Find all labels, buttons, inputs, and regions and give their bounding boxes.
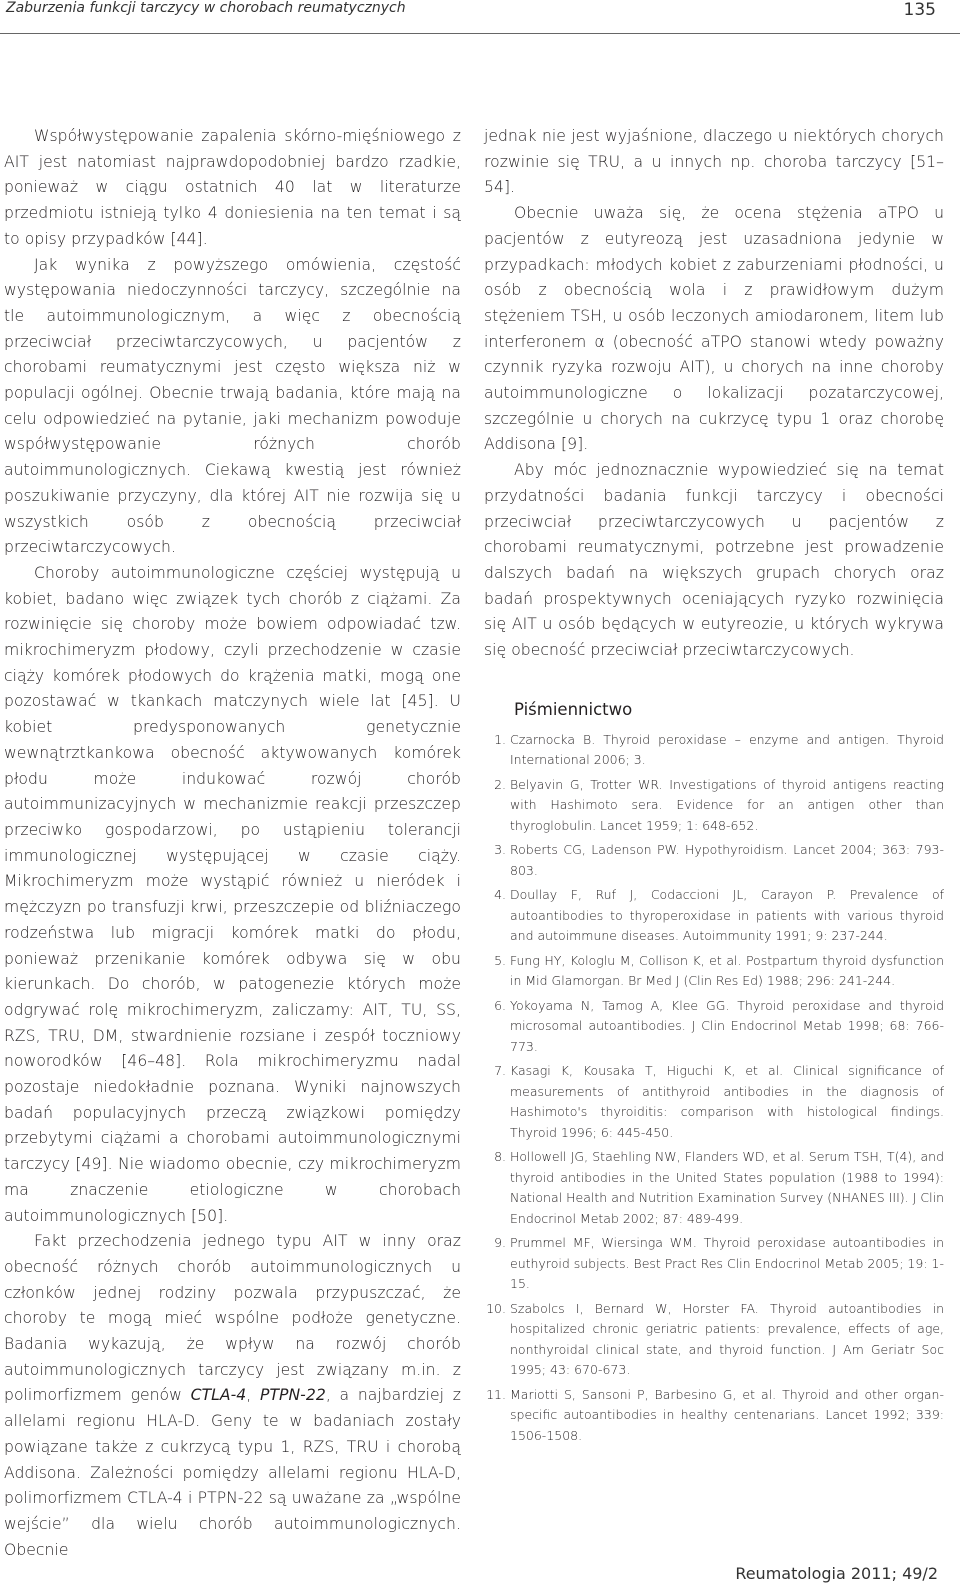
reference-item bbox=[484, 730, 944, 771]
gene-name: CTLA-4 bbox=[190, 1386, 247, 1405]
reference-text: Belyavin G, Trotter WR. Investigations of thyroid antigens reacting with Hashimoto sera. Evidence for an antigen other than thyroglobulin. Lancet 1959; 1: 648-652. bbox=[510, 776, 944, 833]
reference-number: 8. bbox=[494, 1149, 506, 1165]
reference-number: 1. bbox=[494, 731, 506, 747]
body-paragraph: Aby móc jednoznacznie wypowiedzieć się na temat przydatności badania funkcji tarczycy i obecności przeciwciał przeciwtarczycowych u pacjentów z chorobami reumatycznymi, potrzebne jest prowadzenie dalszych badań na większych grupach chorych oraz badań prospektywnych oceniających ryzyko rozwinięcia się AIT u osób będących w eutyreozie, u których wykrywa się obecność przeciwciał przeciwtarczycowych. bbox=[484, 461, 944, 660]
references-list bbox=[484, 730, 944, 1447]
page-number: 135 bbox=[903, 0, 936, 20]
reference-number: 11. bbox=[486, 1386, 506, 1402]
reference-text: Yokoyama N, Tamog A, Klee GG. Thyroid peroxidase and thyroid microsomal autoantibodies. J Clin Endocrinol Metab 1998; 68: 766-773. bbox=[510, 997, 944, 1054]
reference-item bbox=[484, 885, 944, 947]
reference-text: Fung HY, Kologlu M, Collison K, et al. Postpartum thyroid dysfunction in Mid Glamorgan. Br Med J (Clin Res Ed) 1988; 296: 241-244. bbox=[510, 952, 944, 989]
reference-item bbox=[484, 840, 944, 881]
reference-text: Mariotti S, Sansoni P, Barbesino G, et al. Thyroid and other organ-specific autoantibodies in healthy centenarians. Lancet 1992; 339: 1506-1508. bbox=[510, 1386, 944, 1443]
reference-number: 5. bbox=[494, 952, 506, 968]
reference-text: Czarnocka B. Thyroid peroxidase – enzyme and antigen. Thyroid International 2006; 3. bbox=[510, 731, 944, 768]
paragraph-text: , a najbardziej z allelami regionu HLA-D. Geny te w badaniach zostały powiązane także z cukrzycą typu 1, RZS, TRU i chorobą Addisona. Zależności pomiędzy allelami regionu HLA-D, polimorfizmem CTLA-4 i PTPN-22 są uważane za „wspólne wejście” dla wielu chorób autoimmunologicznych. Obecnie bbox=[4, 1386, 461, 1559]
references-heading: Piśmiennictwo bbox=[514, 699, 633, 719]
reference-number: 7. bbox=[494, 1063, 506, 1079]
reference-text: Hollowell JG, Staehling NW, Flanders WD, et al. Serum TSH, T(4), and thyroid antibodies in the United States population (1988 to 1994): National Health and Nutrition Examination Survey (NHANES III). J Clin Endocrinol Metab 2002; 87: 489-499. bbox=[510, 1149, 944, 1226]
reference-text: Roberts CG, Ladenson PW. Hypothyroidism. Lancet 2004; 363: 793-803. bbox=[510, 842, 944, 878]
reference-item bbox=[484, 951, 944, 992]
reference-text: Kasagi K, Kousaka T, Higuchi K, et al. Clinical significance of measurements of antithyroid antibodies in the diagnosis of Hashimoto's thyroiditis: comparison with histological findings. Thyroid 1996; 6: 445-450. bbox=[510, 1063, 944, 1140]
header-rule bbox=[0, 33, 960, 34]
reference-item bbox=[484, 775, 944, 837]
reference-number: 9. bbox=[494, 1235, 506, 1251]
body-paragraph: Obecnie uważa się, że ocena stężenia aTPO u pacjentów z eutyreozą jest uzasadniona jedynie w przypadkach: młodych kobiet z zaburzeniami płodności, u osób z obecnością wola i z prawidłowym dużym stężeniem TSH, u osób leczonych amiodaronem, litem lub interferonem α (obecność aTPO stanowi wtedy poważny czynnik ryzyka rozwoju AIT), u chorych na inne choroby autoimmunologiczne o lokalizacji pozatarczycowej, szczególnie u chorych na cukrzycę typu 1 oraz chorobę Addisona [9]. bbox=[484, 204, 944, 454]
body-paragraph: Choroby autoimmunologiczne częściej występują u kobiet, badano więc związek tych chorób z ciążami. Za rozwinięcie się choroby może bowiem odpowiadać tzw. mikrochimeryzm płodowy, czyli przechodzenie w czasie ciąży komórek płodowych do krążenia matki, mogą one pozostawać w tkankach matczynych wiele lat [45]. U kobiet predysponowanych genetycznie wewnątrztkankowa obecność aktywowanych komórek płodu może indukować rozwój chorób autoimmunizacyjnych w mechanizmie reakcji przeszczep przeciwko gospodarzowi, po ustąpieniu tolerancji immunologicznej występującej w czasie ciąży. Mikrochimeryzm może wystąpić również u nieródek i mężczyzn po transfuzji krwi, przeszczepie od bliźniaczego rodzeństwa lub migracji komórek matki do płodu, ponieważ przenikanie komórek odbywa się w obu kierunkach. Do chorób, w patogenezie których może odgrywać rolę mikrochimeryzm, zaliczamy: AIT, TU, SS, RZS, TRU, DM, stwardnienie rozsiane i zespół toczniowy noworodków [46–48]. Rola mikrochimeryzmu nadal pozostaje niedokładnie poznana. Wyniki najnowszych badań populacyjnych przeczą związkowi pomiędzy przebytymi ciążami a chorobami autoimmunologicznymi tarczycy [49]. Nie wiadomo obecnie, czy mikrochimeryzm ma znaczenie etiologiczne w chorobach autoimmunologicznych [50]. bbox=[4, 563, 461, 1225]
running-title: Zaburzenia funkcji tarczycy w chorobach reumatycznych bbox=[6, 0, 406, 16]
reference-item bbox=[484, 996, 944, 1058]
body-paragraph: jednak nie jest wyjaśnione, dlaczego u niektórych chorych rozwinie się TRU, a u innych np. choroba tarczycy [51–54]. bbox=[484, 127, 944, 197]
gene-name: PTPN-22 bbox=[259, 1386, 326, 1405]
reference-item bbox=[484, 1061, 944, 1143]
reference-number: 2. bbox=[494, 776, 506, 792]
reference-number: 4. bbox=[494, 887, 506, 903]
right-column bbox=[484, 124, 944, 1450]
reference-text: Doullay F, Ruf J, Codaccioni JL, Carayon P. Prevalence of autoantibodies to thyroperoxidase in patients with various thyroid and autoimmune diseases. Autoimmunity 1991; 9: 237-244. bbox=[510, 887, 944, 944]
reference-text: Szabolcs I, Bernard W, Horster FA. Thyroid autoantibodies in hospitalized chronic geriatric patients: prevalence, effects of age, nonthyroidal clinical state, and thyroid function. J Am Geriatr Soc 1995; 43: 670-673. bbox=[510, 1300, 944, 1378]
body-paragraph: Współwystępowanie zapalenia skórno-mięśniowego z AIT jest natomiast najprawdopodobniej bardzo rzadkie, ponieważ w ciągu ostatnich 40 lat w literaturze przedmiotu istnieją tylko 4 doniesienia na ten temat i są to opisy przypadków [44]. bbox=[4, 127, 461, 248]
paragraph-text: Fakt przechodzenia jednego typu AIT w inny oraz obecność różnych chorób autoimmunologicznych u członków jednej rodziny pozwala przypuszczać, że choroby te mogą mieć wspólne podłoże genetyczne. Badania wykazują, że wpływ na rozwój chorób autoimmunologicznych tarczycy jest związany m.in. z polimorfizmem genów bbox=[4, 1232, 461, 1405]
body-paragraph: Jak wynika z powyższego omówienia, częstość występowania niedoczynności tarczycy, szczególnie na tle autoimmunologicznym, a więc z obecnością przeciwciał przeciwtarczycowych, u pacjentów z chorobami reumatycznymi jest często większa niż w populacji ogólnej. Obecnie trwają badania, które mają na celu odpowiedzieć na pytanie, jaki mechanizm powoduje współwystępowanie różnych chorób autoimmunologicznych. Ciekawą kwestią jest również poszukiwanie przyczyny, dla której AIT nie rozwija się u wszystkich osób z obecnością przeciwciał przeciwtarczycowych. bbox=[4, 255, 461, 557]
paragraph-text: , bbox=[246, 1386, 260, 1405]
body-paragraph bbox=[4, 1229, 461, 1563]
reference-item bbox=[484, 1385, 944, 1447]
reference-number: 3. bbox=[494, 842, 506, 858]
left-column bbox=[4, 124, 461, 1563]
reference-item bbox=[484, 1233, 944, 1295]
reference-item bbox=[484, 1147, 944, 1229]
journal-footer: Reumatologia 2011; 49/2 bbox=[735, 1564, 938, 1583]
reference-number: 6. bbox=[494, 997, 506, 1013]
reference-text: Prummel MF, Wiersinga WM. Thyroid peroxidase autoantibodies in euthyroid subjects. Best Pract Res Clin Endocrinol Metab 2005; 19: 1-15. bbox=[510, 1235, 944, 1292]
reference-item bbox=[484, 1299, 944, 1381]
reference-number: 10. bbox=[486, 1300, 506, 1316]
